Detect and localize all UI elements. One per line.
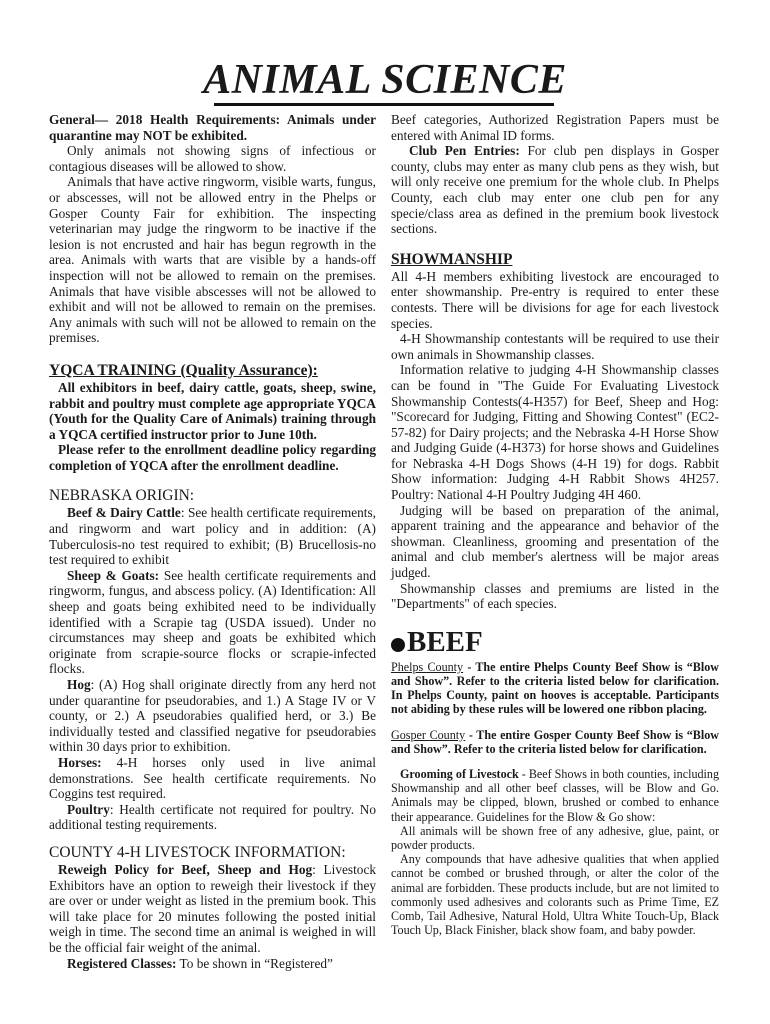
phelps-text: - The entire Phelps County Beef Show is “Blow and Show”. Refer to the criteria listed below for clarification. In Phelps County, paint on hooves is acceptable. Participants not abiding by these rules will be lowered one ribbon placing. <box>391 659 719 717</box>
showmanship-paragraph-3: Information relative to judging 4-H Showmanship classes can be found in "The Guide For Evaluating Livestock Showmanship Contests(4-H357) for Beef, Sheep and Hog: "Scorecard for Judging, Fitting and Showing Contest" (EC2-57-82) for Dairy projects; and the Nebraska 4-H Horse Show and Judging Guide (4-H373) for horse shows and Guidelines for Nebraska 4-H Dogs Shows (4-H 19) for dogs. Rabbit Show information: Judging 4-H Rabbit Shows 4H257. Poultry: National 4-H Poultry Judging 4H 460. <box>391 362 719 503</box>
grooming-paragraph-3: Any compounds that have adhesive qualities that when applied cannot be combed or brushed through, or alter the color of the animal are forbidden. These products include, but are not limited to commonly used adhesives and colorants such as Prime Time, EZ Comb, Tail Adhesive, Natural Hold, Ultra White Touch-Up, Black Touch Up, Black Finisher, black show foam, and baby powder. <box>391 852 719 938</box>
left-column <box>49 112 376 971</box>
horses-paragraph <box>49 755 376 802</box>
registered-continued: Beef categories, Authorized Registration Papers must be entered with Animal ID forms. <box>391 112 719 143</box>
poultry-text: : Health certificate not required for poultry. No additional testing requirements. <box>49 801 376 833</box>
beef-dairy-label: Beef & Dairy Cattle <box>67 505 181 521</box>
title-rule <box>214 103 554 106</box>
bullet-icon <box>391 638 405 652</box>
reweigh-paragraph <box>49 862 376 956</box>
poultry-paragraph <box>49 802 376 833</box>
sheep-goats-label: Sheep & Goats: <box>67 567 160 583</box>
sheep-goats-text: See health certificate requirements and ringworm, fungus, and abscess policy. (A) Identification: All sheep and goats being exhibited need to be individually identified with a Scrapie tag (USDA issued). Under no circumstances may sheep and goats be exhibited which originate from scrapie-source flocks or scrapie-infected flocks. <box>49 567 377 677</box>
yqca-paragraph-1: All exhibitors in beef, dairy cattle, goats, sheep, swine, rabbit and poultry must complete age appropriate YQCA (Youth for the Quality Care of Animals) training through a YQCA certified instructor prior to June 10th. <box>49 379 376 442</box>
beef-dairy-text: : See health certificate requirements, and ringworm and wart policy and in addition: (A) Tuberculosis-no test required to exhibit; (B) Brucellosis-no test required to exhibit <box>49 505 376 568</box>
hog-paragraph <box>49 677 376 755</box>
gosper-paragraph <box>391 728 719 756</box>
beef-dairy-paragraph <box>49 505 376 567</box>
reweigh-label: Reweigh Policy for Beef, Sheep and Hog <box>58 861 313 877</box>
grooming-label: Grooming of Livestock <box>400 767 519 782</box>
showmanship-paragraph-5: Showmanship classes and premiums are listed in the "Departments" of each species. <box>391 580 719 612</box>
club-pen-paragraph <box>391 143 719 237</box>
grooming-text: - Beef Shows in both counties, including Showmanship and all other beef classes, will be Blow and Go. Animals may be clipped, blown, brushed or combed to enhance their appearance. Guidelines for the Blow & Go show: <box>391 767 719 824</box>
page-title: ANIMAL SCIENCE <box>203 57 567 103</box>
phelps-label: Phelps County <box>391 659 464 674</box>
horses-text: 4-H horses only used in live animal demonstrations. See health certificate requirements. No Coggins test required. <box>49 754 376 802</box>
club-pen-text: For club pen displays in Gosper county, clubs may enter as many club pens as they wish, but will only receive one premium for the whole club. In Phelps County, each club may enter one club pen for any specie/class area as defined in the premium book livestock sections. <box>391 143 719 237</box>
showmanship-paragraph-4: Judging will be based on preparation of the animal, apparent training and the appearance and behavior of the showman. Cleanliness, grooming and presentation of the animal and club member's alertness will be major areas judged. <box>391 502 719 581</box>
general-paragraph-1: Only animals not showing signs of infectious or contagious diseases will be allowed to show. <box>49 143 376 174</box>
yqca-heading: YQCA TRAINING (Quality Assurance): <box>49 361 318 379</box>
beef-heading-text: BEEF <box>407 625 483 658</box>
origin-heading: NEBRASKA ORIGIN: <box>49 487 195 505</box>
registered-paragraph <box>49 956 376 972</box>
showmanship-paragraph-2: 4-H Showmanship contestants will be required to use their own animals in Showmanship classes. <box>391 331 719 362</box>
showmanship-paragraph-1: All 4-H members exhibiting livestock are encouraged to enter showmanship. Pre-entry is required to enter these contests. There will be divisions for age for each livestock species. <box>391 268 719 331</box>
hog-text: : (A) Hog shall originate directly from any herd not under quarantine for pseudorabies, and 1.) A Stage IV or V county, or 2.) A pseudorabies qualified herd, or 3.) Be individually tested and classified negative for pseudorabies within 30 days prior to exhibition. <box>49 677 376 755</box>
yqca-paragraph-2: Please refer to the enrollment deadline policy regarding completion of YQCA after the enrollment deadline. <box>49 442 376 473</box>
general-paragraph-2: Animals that have active ringworm, visible warts, fungus, or abscesses, will not be allowed entry in the Phelps or Gosper County Fair for exhibition. The inspecting veterinarian may judge the ringworm to be inactive if the lesion is not encrusted and hair has begun regrowth in the area. Animals with warts that are visible by a hands-off inspection will not be allowed to remain on the premises. Animals that have visible abscesses will not be allowed to exhibit and will not be allowed to remain on the premises. Any animals with such will not be allowed to remain on the premises. <box>49 174 376 346</box>
gosper-text: - The entire Gosper County Beef Show is “Blow and Show”. Refer to the criteria listed below for clarification. <box>391 727 719 756</box>
beef-heading <box>391 626 719 658</box>
grooming-paragraph <box>391 767 719 824</box>
reweigh-text: : Livestock Exhibitors have an option to reweigh their livestock if they are over or under weight as listed in the premium book. This will take place for 20 minutes following the posted initial weigh in time. The second time an animal is weighed in will be the official fair weight of the animal. <box>49 861 376 955</box>
poultry-label: Poultry <box>67 801 110 817</box>
horses-label: Horses: <box>58 754 102 770</box>
hog-label: Hog <box>67 677 91 692</box>
county-heading: COUNTY 4-H LIVESTOCK INFORMATION: <box>49 843 346 861</box>
right-column <box>391 112 719 937</box>
registered-label: Registered Classes: <box>67 955 177 971</box>
registered-text: To be shown in “Registered” <box>176 955 333 971</box>
gosper-label: Gosper County <box>391 727 466 742</box>
grooming-paragraph-2: All animals will be shown free of any adhesive, glue, paint, or powder products. <box>391 823 719 853</box>
phelps-paragraph <box>391 660 719 717</box>
club-pen-label: Club Pen Entries: <box>409 143 520 159</box>
sheep-goats-paragraph <box>49 568 376 677</box>
showmanship-heading: SHOWMANSHIP <box>391 250 513 268</box>
general-heading: General— 2018 Health Requirements: Animals under quarantine may NOT be exhibited. <box>49 112 376 143</box>
